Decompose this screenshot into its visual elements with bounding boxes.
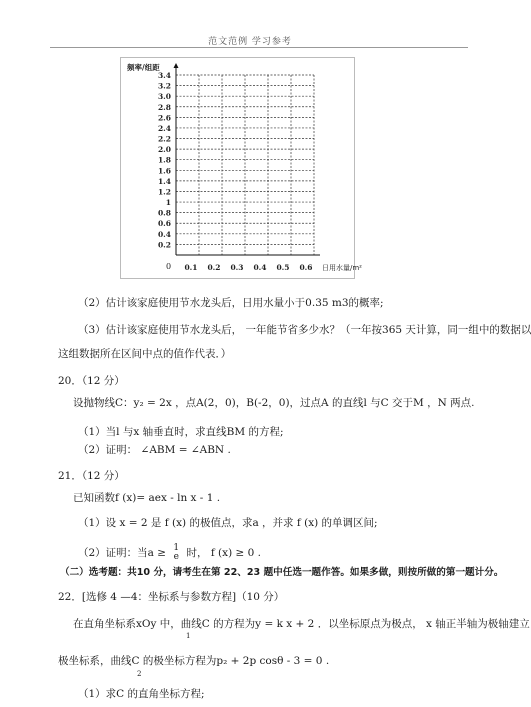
y-tick-label: 2.8 [157, 102, 171, 112]
subscript-2: 2 [137, 670, 142, 678]
problem-21-part-2-tail: 时， f (x) ≥ 0 . [186, 547, 262, 559]
y-tick-label: 1.6 [157, 166, 171, 176]
y-tick-label: 2.0 [157, 145, 171, 155]
y-tick-label: 1.4 [157, 176, 171, 186]
fraction-denominator: e [173, 552, 179, 562]
question-3-text: （3）估计该家庭使用节水龙头后， 一年能节省多少水？（一年按365 天计算，同一组中的数据以 [78, 324, 531, 336]
problem-22-heading: 22．[选修 4 —4：坐标系与参数方程]（10 分） [58, 591, 285, 603]
y-tick-label: 0.6 [157, 219, 171, 229]
y-tick-label: 3.0 [157, 92, 171, 102]
x-tick-label: 0.4 [253, 263, 267, 272]
problem-22-line-1: 在直角坐标系xOy 中，曲线C 的方程为y = k x + 2 ．以坐标原点为极点， x 轴正半轴为极轴建立 [73, 618, 530, 630]
problem-20-part-1: （1）当l 与x 轴垂直时，求直线BM 的方程; [78, 426, 284, 438]
page-header: 范文范例 学习参考 [208, 37, 292, 47]
x-tick-label: 0.3 [230, 263, 244, 272]
y-tick-label: 1 [165, 198, 171, 208]
problem-20-part-2: （2）证明： ∠ABM = ∠ABN . [78, 444, 231, 456]
y-tick-label: 0.4 [157, 229, 171, 239]
y-tick-label: 2.6 [157, 113, 171, 123]
y-axis-arrow [174, 63, 179, 68]
problem-21-heading: 21．（12 分） [58, 470, 125, 482]
x-tick-label: 0.1 [184, 263, 198, 272]
problem-22-line-2: 极坐标系，曲线C 的极坐标方程为p₂ + 2p cosθ - 3 = 0 . [58, 655, 330, 667]
problem-21-statement: 已知函数f (x)= aex - ln x - 1 . [73, 492, 221, 504]
y-tick-label: 2.4 [157, 123, 171, 133]
problem-20-statement: 设抛物线C：y₂ = 2x ，点A(2，0)，B(-2，0)，过点A 的直线l 与C 交于M ，N 两点. [73, 397, 475, 409]
x-axis-label: 日用水量/m² [322, 264, 362, 272]
fraction-one-over-e [173, 544, 179, 562]
y-tick-label: 3.2 [157, 81, 171, 91]
problem-20-heading: 20．（12 分） [58, 375, 125, 387]
question-2-text: （2）估计该家庭使用节水龙头后，日用水量小于0.35 m3的概率; [78, 297, 384, 309]
problem-21-part-2 [78, 544, 261, 562]
question-3-text-cont: 这组数据所在区间中点的值作代表．） [58, 348, 232, 360]
problem-22-part-1: （1）求C 的直角坐标方程; [78, 688, 205, 700]
y-axis-label: 频率/组距 [127, 63, 160, 72]
section-elective-heading: （二）选考题：共10 分，请考生在第 22、23 题中任选一题作答。如果多做，则按所做的第一题计分。 [60, 567, 504, 578]
fraction-numerator: 1 [173, 543, 180, 553]
x-tick-label: 0.6 [299, 263, 313, 272]
x-tick-label: 0.2 [207, 263, 221, 272]
y-tick-label: 0.8 [157, 208, 171, 218]
header-divider [50, 47, 468, 48]
y-tick-label: 2.2 [157, 134, 171, 144]
subscript-1: 1 [186, 632, 191, 640]
y-tick-label: 1.8 [157, 155, 171, 165]
y-tick-label: 1.2 [157, 187, 171, 197]
problem-21-part-1: （1）设 x = 2 是 f (x) 的极值点，求a ，并求 f (x) 的单调区间; [78, 517, 378, 529]
frequency-histogram [120, 57, 362, 279]
y-tick-label: 0.2 [157, 240, 171, 250]
origin-label: 0 [166, 262, 172, 271]
x-tick-label: 0.5 [276, 263, 290, 272]
histogram-grid [121, 58, 362, 278]
problem-21-part-2-lead: （2）证明：当a ≥ [78, 547, 167, 559]
y-tick-label: 3.4 [157, 71, 171, 80]
